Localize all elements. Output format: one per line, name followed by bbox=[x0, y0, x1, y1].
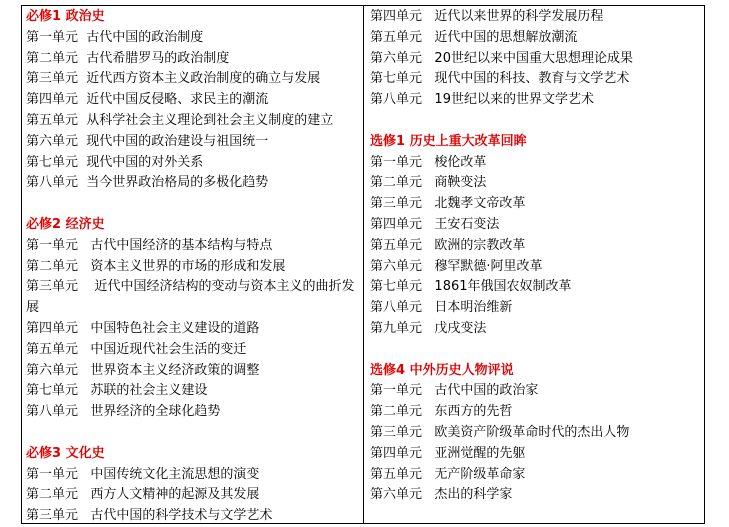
unit-label: 第五单元 bbox=[26, 112, 79, 128]
unit-label: 第七单元 bbox=[370, 71, 423, 87]
section-title-compulsory-2: 必修2 经济史 bbox=[26, 216, 105, 232]
unit-title: 亚洲觉醒的先躯 bbox=[434, 445, 526, 461]
unit-label: 第三单元 bbox=[26, 508, 79, 523]
unit-title: 欧美资产阶级革命时代的杰出人物 bbox=[434, 424, 630, 440]
unit-label: 第五单元 bbox=[370, 466, 423, 482]
unit-title: 无产阶级革命家 bbox=[434, 466, 526, 482]
list-item bbox=[26, 257, 363, 278]
unit-label: 第七单元 bbox=[26, 383, 79, 399]
unit-label: 第六单元 bbox=[370, 50, 423, 66]
list-item bbox=[26, 236, 363, 257]
section-title-compulsory-3: 必修3 文化史 bbox=[26, 445, 105, 461]
unit-title: 资本主义世界的市场的形成和发展 bbox=[90, 258, 286, 274]
unit-label: 第五单元 bbox=[370, 237, 423, 253]
unit-title: 近代中国经济结构的变动与资本主义的曲折发展 bbox=[26, 279, 355, 316]
unit-title: 当今世界政治格局的多极化趋势 bbox=[86, 175, 269, 191]
right-column bbox=[364, 6, 704, 523]
unit-title: 近代西方资本主义政治制度的确立与发展 bbox=[86, 71, 321, 87]
list-item bbox=[26, 28, 363, 49]
unit-label: 第二单元 bbox=[370, 404, 423, 420]
unit-label: 第四单元 bbox=[26, 92, 79, 108]
unit-title: 杰出的科学家 bbox=[434, 487, 513, 503]
section-spacer bbox=[26, 194, 363, 215]
list-item bbox=[26, 111, 363, 132]
unit-label: 第四单元 bbox=[370, 9, 423, 24]
unit-label: 第二单元 bbox=[26, 487, 79, 503]
section-title-elective-1: 选修1 历史上重大改革回眸 bbox=[370, 133, 527, 149]
unit-label: 第六单元 bbox=[370, 258, 423, 274]
unit-label: 第九单元 bbox=[370, 320, 423, 336]
unit-title: 世界经济的全球化趋势 bbox=[90, 404, 221, 420]
unit-title: 古代希腊罗马的政治制度 bbox=[86, 50, 230, 66]
list-item bbox=[26, 277, 358, 319]
unit-label: 第三单元 bbox=[370, 196, 423, 212]
list-item bbox=[370, 28, 704, 49]
list-item bbox=[26, 381, 363, 402]
list-item bbox=[370, 381, 704, 402]
unit-title: 中国传统文化主流思想的演变 bbox=[90, 466, 260, 482]
unit-title: 现代中国的科技、教育与文学艺术 bbox=[434, 71, 630, 87]
unit-label: 第六单元 bbox=[26, 133, 79, 149]
unit-title: 近代中国反侵略、求民主的潮流 bbox=[86, 92, 269, 108]
section-spacer bbox=[370, 340, 704, 361]
list-item bbox=[26, 132, 363, 153]
unit-title: 现代中国的对外关系 bbox=[86, 154, 204, 170]
list-item bbox=[370, 257, 704, 278]
unit-title: 近代中国的思想解放潮流 bbox=[434, 29, 578, 45]
list-item bbox=[370, 49, 704, 70]
curriculum-table bbox=[21, 5, 705, 524]
unit-title: 东西方的先哲 bbox=[434, 404, 513, 420]
unit-title: 古代中国经济的基本结构与特点 bbox=[90, 237, 273, 253]
unit-label: 第一单元 bbox=[26, 237, 79, 253]
unit-label: 第一单元 bbox=[370, 154, 423, 170]
list-item bbox=[26, 173, 363, 194]
left-column bbox=[22, 6, 364, 523]
unit-title: 西方人文精神的起源及其发展 bbox=[90, 487, 260, 503]
list-item bbox=[370, 444, 704, 465]
list-item bbox=[370, 153, 704, 174]
unit-label: 第二单元 bbox=[26, 258, 79, 274]
list-item bbox=[370, 69, 704, 90]
list-item bbox=[370, 298, 704, 319]
unit-title: 19世纪以来的世界文学艺术 bbox=[434, 92, 594, 108]
unit-label: 第六单元 bbox=[370, 487, 423, 503]
unit-title: 欧洲的宗教改革 bbox=[434, 237, 526, 253]
list-item bbox=[370, 402, 704, 423]
list-item bbox=[370, 194, 704, 215]
unit-title: 近代以来世界的科学发展历程 bbox=[434, 9, 604, 24]
unit-title: 20世纪以来中国重大思想理论成果 bbox=[434, 50, 633, 66]
list-item bbox=[26, 402, 363, 423]
unit-label: 第三单元 bbox=[26, 279, 79, 295]
unit-label: 第三单元 bbox=[370, 424, 423, 440]
unit-title: 苏联的社会主义建设 bbox=[90, 383, 208, 399]
list-item bbox=[26, 361, 363, 382]
section-title-compulsory-1: 必修1 政治史 bbox=[26, 9, 105, 24]
unit-title: 王安石变法 bbox=[434, 216, 500, 232]
list-item bbox=[26, 506, 363, 523]
unit-title: 日本明治维新 bbox=[434, 300, 513, 316]
unit-label: 第三单元 bbox=[26, 71, 79, 87]
unit-label: 第六单元 bbox=[26, 362, 79, 378]
unit-label: 第四单元 bbox=[370, 216, 423, 232]
list-item bbox=[370, 319, 704, 340]
section-spacer bbox=[26, 423, 363, 444]
unit-label: 第五单元 bbox=[26, 341, 79, 357]
unit-title: 从科学社会主义理论到社会主义制度的建立 bbox=[86, 112, 334, 128]
unit-label: 第一单元 bbox=[26, 466, 79, 482]
list-item bbox=[370, 173, 704, 194]
unit-label: 第七单元 bbox=[370, 279, 423, 295]
unit-title: 古代中国的政治制度 bbox=[86, 29, 204, 45]
list-item bbox=[370, 7, 704, 28]
unit-title: 商鞅变法 bbox=[434, 175, 487, 191]
unit-title: 1861年俄国农奴制改革 bbox=[434, 279, 572, 295]
unit-label: 第七单元 bbox=[26, 154, 79, 170]
unit-label: 第八单元 bbox=[26, 175, 79, 191]
unit-title: 北魏孝文帝改革 bbox=[434, 196, 526, 212]
unit-title: 戊戌变法 bbox=[434, 320, 487, 336]
unit-title: 中国近现代社会生活的变迁 bbox=[90, 341, 247, 357]
list-item bbox=[370, 90, 704, 111]
list-item bbox=[26, 69, 363, 90]
list-item bbox=[26, 90, 363, 111]
list-item bbox=[26, 465, 363, 486]
unit-label: 第二单元 bbox=[26, 50, 79, 66]
unit-label: 第八单元 bbox=[370, 92, 423, 108]
unit-label: 第一单元 bbox=[26, 29, 79, 45]
unit-label: 第八单元 bbox=[26, 404, 79, 420]
unit-title: 穆罕默德·阿里改革 bbox=[434, 258, 543, 274]
list-item bbox=[370, 485, 704, 506]
unit-label: 第五单元 bbox=[370, 29, 423, 45]
list-item bbox=[26, 319, 363, 340]
unit-title: 中国特色社会主义建设的道路 bbox=[90, 320, 260, 336]
unit-label: 第四单元 bbox=[370, 445, 423, 461]
unit-label: 第四单元 bbox=[26, 320, 79, 336]
list-item bbox=[26, 153, 363, 174]
list-item bbox=[26, 49, 363, 70]
list-item bbox=[370, 277, 704, 298]
unit-title: 现代中国的政治建设与祖国统一 bbox=[86, 133, 269, 149]
unit-label: 第一单元 bbox=[370, 383, 423, 399]
unit-title: 梭伦改革 bbox=[434, 154, 487, 170]
section-title-elective-4: 选修4 中外历史人物评说 bbox=[370, 362, 514, 378]
unit-label: 第二单元 bbox=[370, 175, 423, 191]
unit-title: 古代中国的政治家 bbox=[434, 383, 539, 399]
list-item bbox=[370, 465, 704, 486]
unit-title: 古代中国的科学技术与文学艺术 bbox=[90, 508, 273, 523]
list-item bbox=[26, 485, 363, 506]
list-item bbox=[370, 215, 704, 236]
unit-title: 世界资本主义经济政策的调整 bbox=[90, 362, 260, 378]
list-item bbox=[370, 236, 704, 257]
list-item bbox=[26, 340, 363, 361]
unit-label: 第八单元 bbox=[370, 300, 423, 316]
section-spacer bbox=[370, 111, 704, 132]
list-item bbox=[370, 423, 704, 444]
